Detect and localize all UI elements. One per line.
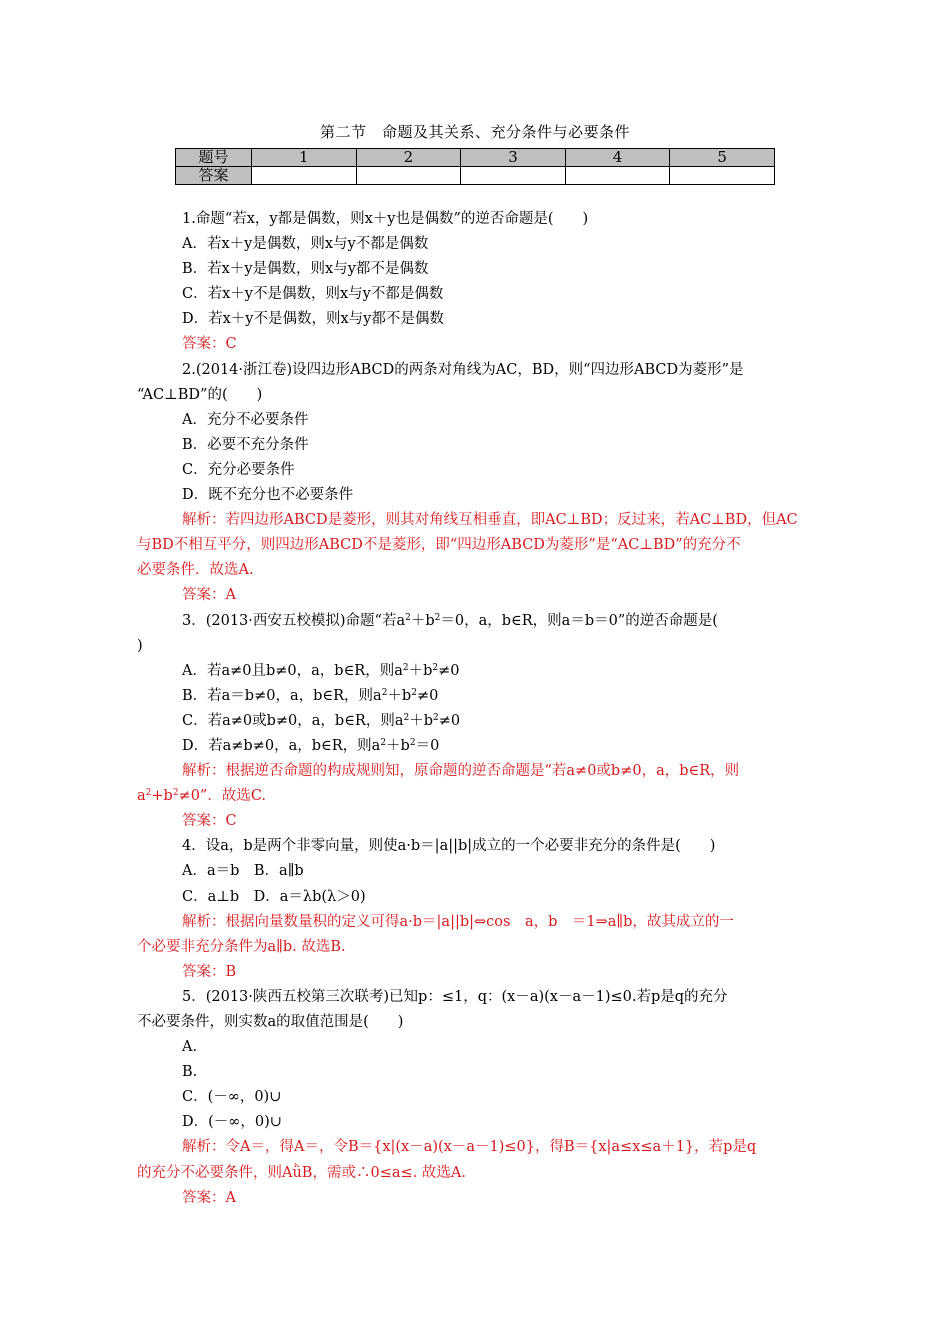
option-text: D．若a≠b≠0，a，b∈R，则a — [182, 737, 381, 754]
superscript: 2 — [433, 712, 439, 723]
q3-answer — [137, 809, 817, 834]
q2-analysis-line3: 必要条件．故选A. — [137, 562, 254, 579]
q3-stem-part: ＋b — [410, 612, 435, 629]
q5-option-b: B. — [182, 1064, 198, 1081]
q2-option-c: C．充分必要条件 — [182, 461, 295, 478]
option-text: ≠0 — [438, 712, 461, 729]
q4-options-line2: C．a⊥b D．a＝λb(λ＞0) — [182, 888, 366, 905]
analysis-text: a — [137, 788, 146, 805]
answer-value: C — [225, 336, 237, 353]
q2-option-d: D．既不充分也不必要条件 — [182, 487, 354, 504]
question-number-label: 题号 — [176, 149, 252, 167]
option-text: ≠0 — [438, 662, 460, 679]
q3-option-b — [137, 684, 817, 709]
q3-option-c — [137, 709, 817, 734]
superscript: 2 — [405, 612, 411, 623]
option-text: ≠0 — [416, 687, 439, 704]
q2-option-b: B．必要不充分条件 — [182, 436, 309, 453]
q3-stem-part: ＝0，a，b∈R，则a＝b＝0”的逆否命题是( — [440, 612, 718, 629]
answer-label: 答案： — [182, 336, 226, 353]
q3-option-a — [137, 659, 817, 684]
q2-option-a: A．充分不必要条件 — [182, 411, 309, 428]
answer-label: 答案： — [182, 813, 226, 830]
answer-value: A — [225, 1189, 236, 1206]
q1-stem: 1.命题“若x，y都是偶数，则x＋y也是偶数”的逆否命题是( ) — [182, 211, 589, 227]
answer-value: B — [225, 963, 237, 980]
analysis-text: ≠0”．故选C. — [178, 788, 267, 805]
question-number-cell: 2 — [356, 149, 461, 167]
q3-analysis-line2 — [137, 784, 817, 809]
q2-stem-line2: “AC⊥BD”的( ) — [137, 386, 263, 403]
answer-value: A — [225, 587, 236, 604]
superscript: 2 — [172, 788, 179, 799]
answer-table-header-row — [176, 149, 775, 167]
question-number-cell: 5 — [670, 149, 775, 167]
superscript: 2 — [409, 737, 416, 748]
question-list — [137, 207, 817, 1211]
superscript: 2 — [381, 687, 388, 698]
option-text: ＋b — [408, 662, 433, 679]
question-number-cell: 4 — [565, 149, 670, 167]
answer-label: 答案： — [182, 1189, 226, 1206]
answer-cell[interactable] — [252, 167, 357, 185]
q4-analysis-line2: 个必要非充分条件为a∥b. 故选B. — [137, 938, 346, 955]
q3-stem — [137, 609, 817, 634]
option-text: C．若a≠0或b≠0，a，b∈R，则a — [182, 712, 404, 729]
option-text: ＋b — [386, 737, 410, 754]
superscript: 2 — [432, 662, 439, 673]
answer-cell[interactable] — [670, 167, 775, 185]
answer-cell[interactable] — [461, 167, 566, 185]
q5-analysis-line1: 解析：令A＝，得A＝，令B＝{x|(x－a)(x－a－1)≤0}，得B＝{x|a≤x≤a＋1}，若p是q — [182, 1139, 757, 1156]
q1-option-b: B．若x＋y是偶数，则x与y都不是偶数 — [182, 261, 429, 278]
q4-stem: 4．设a，b是两个非零向量，则使a·b＝|a||b|成立的一个必要非充分的条件是( ) — [182, 838, 716, 855]
q3-option-d — [137, 734, 817, 759]
answer-label: 答案： — [182, 963, 226, 980]
question-number-cell: 1 — [252, 149, 357, 167]
q4-answer — [137, 960, 817, 985]
answer-value: C — [225, 813, 237, 830]
q5-answer — [137, 1186, 817, 1211]
q2-answer — [137, 583, 817, 608]
option-text: B．若a＝b≠0，a，b∈R，则a — [182, 687, 382, 704]
q4-analysis-line1: 解析：根据向量数量积的定义可得a·b＝|a||b|⇔cos a，b ＝1⇒a∥b，故其成立的一 — [182, 913, 734, 930]
superscript: 2 — [145, 788, 152, 799]
q2-analysis-line1: 解析：若四边形ABCD是菱形，则其对角线互相垂直，即AC⊥BD；反过来，若AC⊥BD，但AC — [182, 512, 798, 529]
answer-cell[interactable] — [565, 167, 670, 185]
superscript: 2 — [403, 712, 410, 723]
q5-stem-line2: 不必要条件，则实数a的取值范围是( ) — [137, 1014, 404, 1030]
q1-option-a: A．若x＋y是偶数，则x与y不都是偶数 — [182, 236, 429, 253]
analysis-text: +b — [151, 788, 173, 805]
question-number-cell: 3 — [461, 149, 566, 167]
superscript: 2 — [411, 687, 417, 698]
option-text: ＋b — [409, 712, 434, 729]
superscript: 2 — [380, 737, 387, 748]
q5-option-a: A. — [182, 1039, 198, 1056]
answer-table — [175, 148, 775, 185]
q5-option-d: D．(－∞，0)∪ — [182, 1114, 282, 1131]
answer-cell[interactable] — [356, 167, 461, 185]
superscript: 2 — [434, 612, 441, 623]
section-title: 第二节 命题及其关系、充分条件与必要条件 — [319, 123, 630, 141]
answer-row-label: 答案 — [176, 167, 252, 185]
option-text: ＋b — [387, 687, 412, 704]
q1-option-d: D．若x＋y不是偶数，则x与y都不是偶数 — [182, 311, 444, 328]
q2-analysis-line2: 与BD不相互平分，则四边形ABCD不是菱形，即“四边形ABCD为菱形”是“AC⊥BD”的充分不 — [137, 537, 741, 554]
q3-stem-part: 3．(2013·西安五校模拟)命题“若a — [182, 612, 406, 629]
q1-answer — [137, 332, 817, 357]
q1-option-c: C．若x＋y不是偶数，则x与y不都是偶数 — [182, 286, 444, 303]
q3-stem-line2: ) — [137, 637, 143, 654]
q2-stem-line1: 2.(2014·浙江卷)设四边形ABCD的两条对角线为AC，BD，则“四边形ABCD为菱形”是 — [182, 361, 744, 378]
option-text: A．若a≠0且b≠0，a，b∈R，则a — [182, 662, 403, 679]
answer-table-answer-row — [176, 167, 775, 185]
q5-option-c: C．(－∞，0)∪ — [182, 1089, 282, 1106]
q5-stem-line1: 5．(2013·陕西五校第三次联考)已知p：≤1，q：(x－a)(x－a－1)≤0.若p是q的充分 — [182, 988, 728, 1005]
q4-options-line1: A．a＝b B．a∥b — [182, 863, 304, 880]
superscript: 2 — [402, 662, 409, 673]
q3-analysis-line1: 解析：根据逆否命题的构成规则知，原命题的逆否命题是“若a≠0或b≠0，a，b∈R，则 — [182, 763, 740, 780]
answer-label: 答案： — [182, 587, 226, 604]
q5-analysis-line2: 的充分不必要条件，则AǜB，需或∴0≤a≤. 故选A. — [137, 1164, 466, 1181]
option-text: ＝0 — [415, 737, 440, 754]
